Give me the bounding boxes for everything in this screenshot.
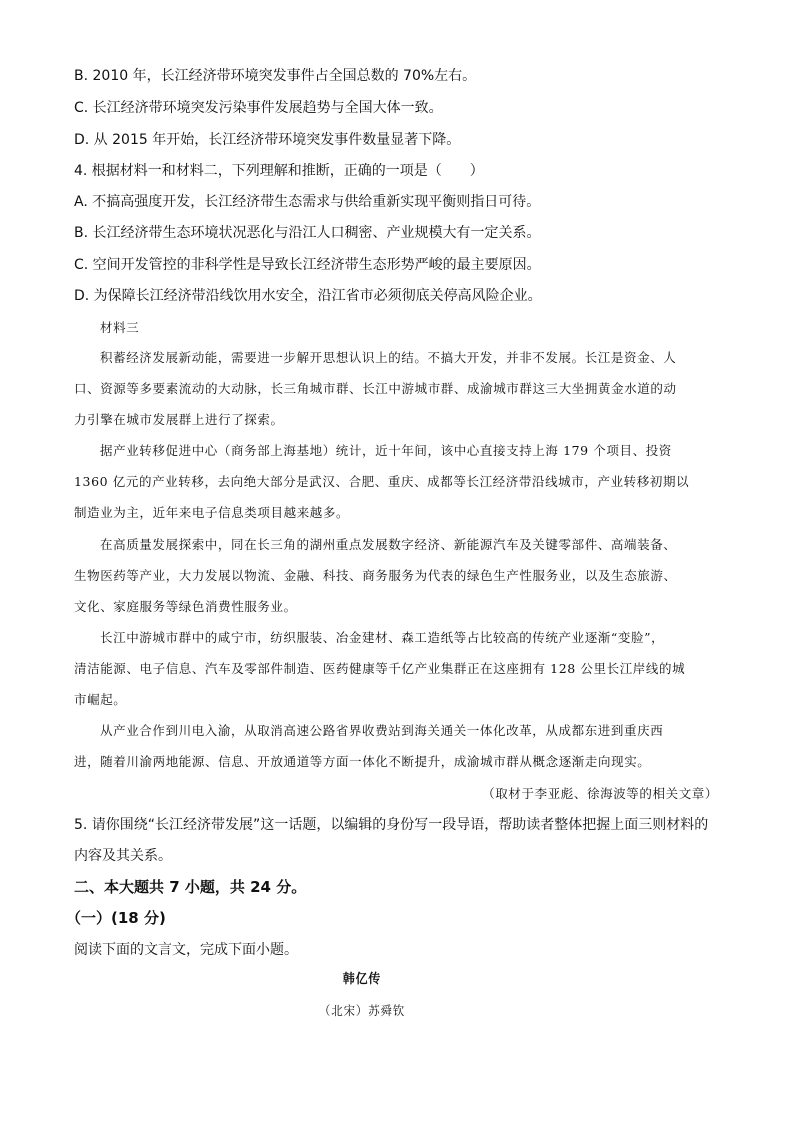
material3-p1-line1: 积蓄经济发展新动能，需要进一步解开思想认识上的结。不搞大开发，并非不发展。长江是资金、人 (100, 350, 677, 365)
q4-option-b: B. 长江经济带生态环境状况恶化与沿江人口稠密、产业规模大有一定关系。 (74, 225, 541, 241)
material3-p2-line3: 制造业为主，近年来电子信息类项目越来越多。 (74, 505, 350, 520)
q3-option-b: B. 2010 年，长江经济带环境突发事件占全国总数的 70%左右。 (74, 68, 477, 84)
material3-heading: 材料三 (100, 320, 140, 335)
q4-stem: 4. 根据材料一和材料二，下列理解和推断，正确的一项是（ ） (74, 163, 484, 179)
section2-title: 二、本大题共 7 小题，共 24 分。 (74, 878, 307, 896)
material3-p2-line1: 据产业转移促进中心（商务部上海基地）统计，近十年间，该中心直接支持上海 179 个项目、投资 (100, 443, 672, 458)
passage-author: （北宋）苏舜钦 (318, 1003, 406, 1018)
q4-option-d: D. 为保障长江经济带沿线饮用水安全，沿江省市必须彻底关停高风险企业。 (74, 288, 542, 304)
q3-option-c: C. 长江经济带环境突发污染事件发展趋势与全国大体一致。 (74, 100, 443, 116)
material3-p2-line2: 1360 亿元的产业转移，去向绝大部分是武汉、合肥、重庆、成都等长江经济带沿线城市，产业转移初期以 (74, 474, 690, 489)
material3-p1-line3: 力引擎在城市发展群上进行了探索。 (74, 412, 284, 427)
material3-p4-line2: 清洁能源、电子信息、汽车及零部件制造、医药健康等千亿产业集群正在这座拥有 128 公里长江岸线的城 (74, 661, 686, 676)
material3-p4-line3: 市崛起。 (74, 692, 127, 707)
material3-p4-line1: 长江中游城市群中的咸宁市，纺织服装、冶金建材、森工造纸等占比较高的传统产业逐渐“变脸”， (100, 630, 665, 645)
material3-p1-line2: 口、资源等多要素流动的大动脉，长三角城市群、长江中游城市群、成渝城市群这三大坐拥黄金水道的动 (74, 381, 677, 396)
section2-instruction: 阅读下面的文言文，完成下面小题。 (74, 942, 298, 958)
passage-title: 韩亿传 (342, 972, 382, 987)
q4-option-c: C. 空间开发管控的非科学性是导致长江经济带生态形势严峻的最主要原因。 (74, 257, 541, 273)
material3-p3-line3: 文化、家庭服务等绿色消费性服务业。 (74, 599, 297, 614)
material3-p3-line1: 在高质量发展探索中，同在长三角的湖州重点发展数字经济、新能源汽车及关键零部件、高端装备、 (100, 537, 677, 552)
section2-subtitle: （一）(18 分) (66, 909, 166, 927)
q3-option-d: D. 从 2015 年开始，长江经济带环境突发事件数量显著下降。 (74, 132, 461, 148)
material3-p3-line2: 生物医药等产业，大力发展以物流、金融、科技、商务服务为代表的绿色生产性服务业，以及生态旅游、 (74, 568, 677, 583)
q4-option-a: A. 不搞高强度开发，长江经济带生态需求与供给重新实现平衡则指日可待。 (74, 194, 541, 210)
q5-line2: 内容及其关系。 (74, 848, 172, 864)
material3-p5-line2: 进，随着川渝两地能源、信息、开放通道等方面一体化不断提升，成渝城市群从概念逐渐走向现实。 (74, 754, 651, 769)
material3-source: （取材于李亚彪、徐海波等的相关文章） (482, 786, 718, 801)
q5-line1: 5. 请你围绕“长江经济带发展”这一话题，以编辑的身份写一段导语，帮助读者整体把握上面三则材料的 (74, 817, 709, 833)
material3-p5-line1: 从产业合作到川电入渝，从取消高速公路省界收费站到海关通关一体化改革，从成都东进到重庆西 (100, 723, 664, 738)
